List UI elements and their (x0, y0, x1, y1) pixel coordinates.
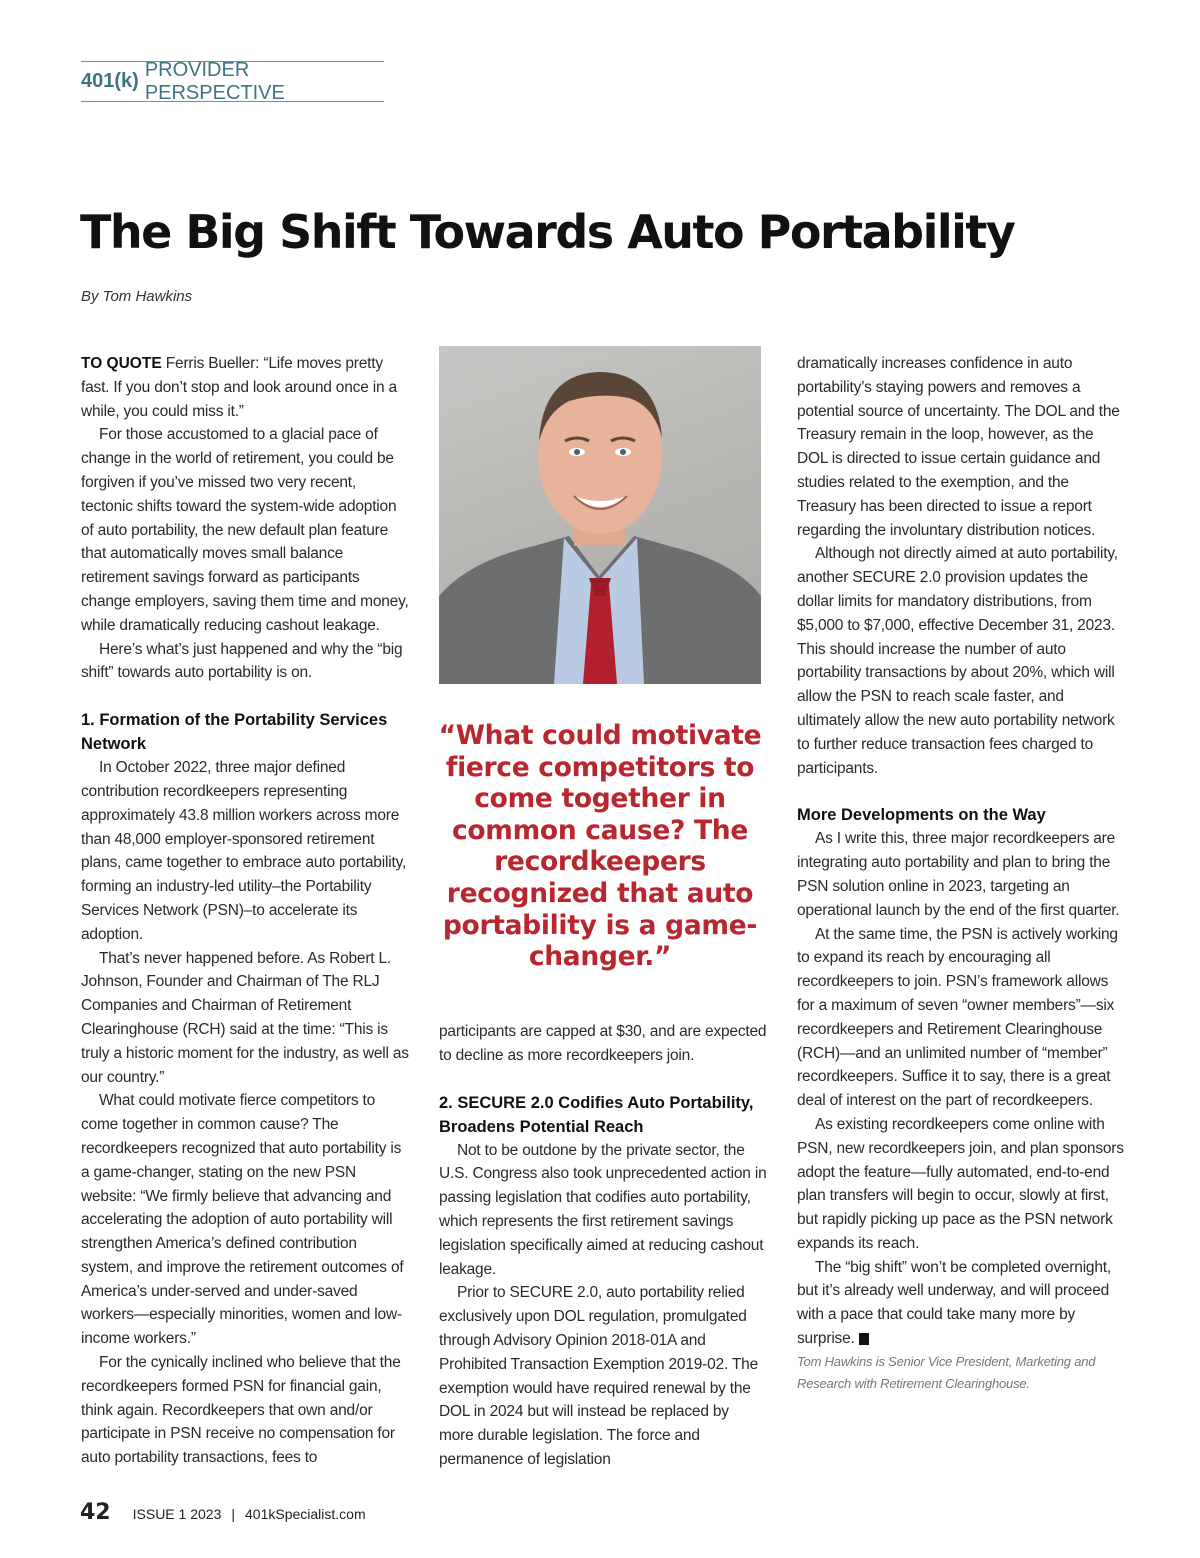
paragraph: Not to be outdone by the private sector, the U.S. Congress also took unprecedented action in passing legislation that codifies auto portability, which represents the first retirement savings legislation specifically aimed at reducing cashout leakage. (439, 1141, 767, 1278)
paragraph: As I write this, three major recordkeepers are integrating auto portability and plan to bring the PSN solution online in 2023, targeting an operational launch by the end of the first quarter. (797, 830, 1120, 919)
paragraph: For those accustomed to a glacial pace of change in the world of retirement, you could be forgiven if you’ve missed two very recent, tectonic shifts toward the system-wide adoption of auto portability, the new default plan feature that automatically moves small balance retirement savings forward as participants change employers, saving them time and money, while dramatically reducing cashout leakage. (81, 426, 409, 634)
author-bio: Tom Hawkins is Senior Vice President, Marketing and Research with Retirement Clearinghouse. (797, 1353, 1096, 1391)
paragraph: That’s never happened before. As Robert L. Johnson, Founder and Chairman of The RLJ Companies and Chairman of Retirement Clearinghouse (RCH) said at the time: “This is truly a historic moment for the industry, as well as our country.” (81, 949, 409, 1086)
paragraph: For the cynically inclined who believe that the recordkeepers formed PSN for financial gain, think again. Recordkeepers that own and/or participate in PSN receive no compensation for auto portability transactions, fees to (81, 1354, 401, 1467)
byline: By Tom Hawkins (81, 288, 193, 305)
paragraph: As existing recordkeepers come online with PSN, new recordkeepers join, and plan sponsors adopt the feature—fully automated, end-to-end plan transfers will begin to occur, slowly at first, but rapidly picking up pace as the PSN network expands its reach. (797, 1115, 1124, 1252)
section-heading: More Developments on the Way (797, 806, 1046, 825)
page-number: 42 (80, 1500, 111, 1525)
page-footer (80, 1500, 366, 1525)
portrait-illustration (439, 346, 761, 684)
column-2 (439, 1020, 767, 1472)
paragraph: participants are capped at $30, and are expected to decline as more recordkeepers join. (439, 1023, 767, 1064)
section-tag (81, 58, 384, 104)
article-title: The Big Shift Towards Auto Portability (80, 205, 1015, 259)
paragraph (81, 352, 409, 423)
column-3 (797, 352, 1125, 1395)
issue-label: ISSUE 1 2023 (132, 1506, 222, 1522)
paragraph: Prior to SECURE 2.0, auto portability relied exclusively upon DOL regulation, promulgated through Advisory Opinion 2018-01A and Prohibited Transaction Exemption 2019-02. The exemption would have required renewal by the DOL in 2024 but will instead be replaced by more durable legislation. The force and permanence of legislation (439, 1284, 758, 1468)
paragraph: In October 2022, three major defined contribution recordkeepers representing approximately 43.8 million workers across more than 48,000 employer-sponsored retirement plans, came together to embrace auto portability, forming an industry-led utility–the Portability Services Network (PSN)–to accelerate its adoption. (81, 759, 407, 943)
lead-in: TO QUOTE (81, 355, 162, 372)
section-heading: 1. Formation of the Portability Services Network (81, 711, 388, 754)
paragraph (797, 1256, 1125, 1351)
website-link[interactable]: 401kSpecialist.com (245, 1506, 366, 1522)
paragraph: What could motivate fierce competitors to come together in common cause? The recordkeepers recognized that auto portability is a game-changer, stating on the new PSN website: “We firmly believe that advancing and accelerating the adoption of auto portability will strengthen America’s defined contribution system, and improve the retirement outcomes of America’s under-served and under-saved workers—especially minorities, women and low-income workers.” (81, 1092, 404, 1348)
section-heading: 2. SECURE 2.0 Codifies Auto Portability, Broadens Potential Reach (439, 1093, 754, 1136)
paragraph: dramatically increases confidence in auto portability’s staying powers and removes a potential source of uncertainty. The DOL and the Treasury remain in the loop, however, as the DOL is directed to issue certain guidance and studies related to the exemption, and the Treasury has been directed to issue a report regarding the involuntary distribution notices. (797, 355, 1120, 539)
column-1 (81, 352, 409, 1470)
paragraph: At the same time, the PSN is actively working to expand its reach by encouraging all recordkeepers to join. PSN’s framework allows for a maximum of seven “owner members”—six recordkeepers and Retirement Clearinghouse (RCH)—and an unlimited number of “member” recordkeepers. Suffice it to say, there is a great deal of interest on the part of recordkeepers. (797, 925, 1118, 1110)
pull-quote: “What could motivate fierce competitors to come together in common cause? The recordkeepers recognized that auto portability is a game-changer.” (438, 720, 762, 973)
author-portrait (439, 346, 761, 684)
paragraph-text: Ferris Bueller: “Life moves pretty fast. If you don’t stop and look around once in a while, you could miss it.” (81, 355, 397, 420)
paragraph: Although not directly aimed at auto portability, another SECURE 2.0 provision updates the dollar limits for mandatory distributions, from $5,000 to $7,000, effective December 31, 2023. This should increase the number of auto portability transactions by about 20%, which will allow the PSN to reach scale faster, and ultimately allow the new auto portability network to further reduce transaction fees charged to participants. (797, 545, 1118, 777)
paragraph-text: The “big shift” won’t be completed overnight, but it’s already well underway, and will proceed with a pace that could take many more by surprise. (797, 1258, 1111, 1348)
footer-divider: | (231, 1506, 235, 1522)
end-mark-icon: K (859, 1333, 869, 1345)
section-tag-label: PROVIDER PERSPECTIVE (144, 58, 285, 104)
paragraph: Here’s what’s just happened and why the “big shift” towards auto portability is on. (81, 640, 403, 682)
section-tag-bold: 401(k) (81, 70, 139, 92)
